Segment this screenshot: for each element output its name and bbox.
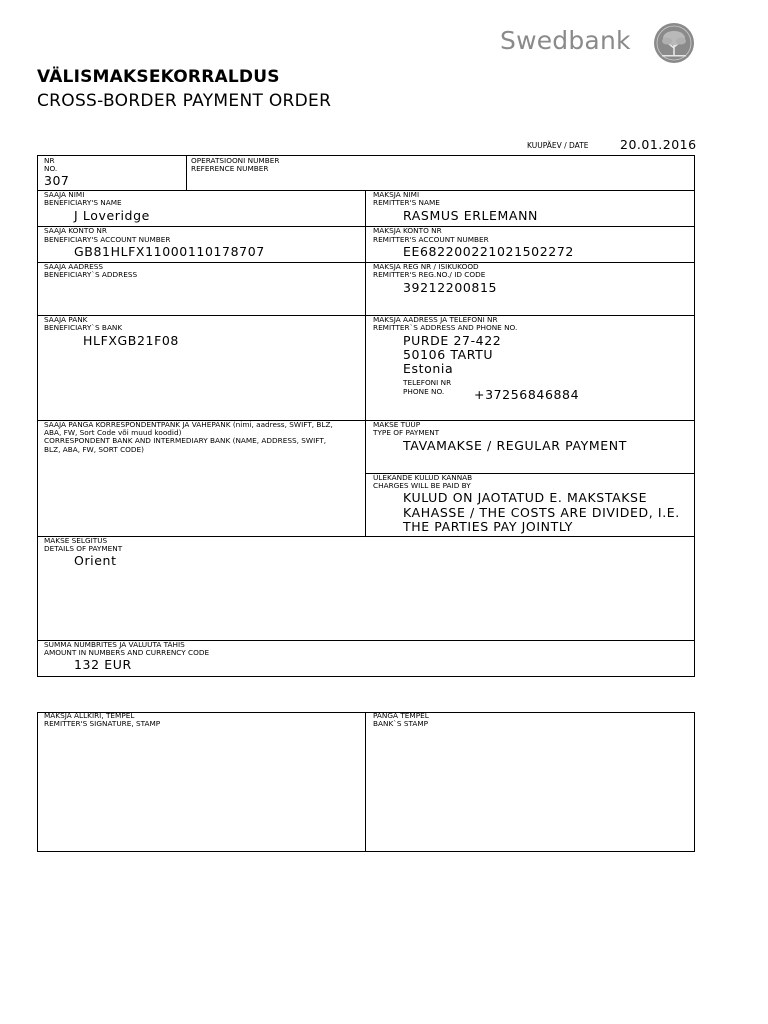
nr-label-et: NR xyxy=(44,156,55,165)
oak-tree-seal-icon xyxy=(653,22,695,64)
beneficiary-bank-value: HLFXGB21F08 xyxy=(83,333,179,348)
beneficiary-bank-label-en: BENEFICIARY`S BANK xyxy=(44,323,123,332)
date-label: KUUPÄEV / DATE xyxy=(527,141,589,150)
charges-line1: KULUD ON JAOTATUD E. MAKSTAKSE xyxy=(403,490,648,505)
operation-label-en: REFERENCE NUMBER xyxy=(191,164,269,173)
correspondent-bank-label-en-2: BLZ, ABA, FW, SORT CODE) xyxy=(44,445,144,454)
beneficiary-bank-label-et: SAAJA PANK xyxy=(44,315,88,324)
phone-label-en: PHONE NO. xyxy=(403,387,445,396)
date-value: 20.01.2016 xyxy=(620,137,697,152)
bank-stamp-label-en: BANK`S STAMP xyxy=(373,719,429,728)
phone-label-et: TELEFONI NR xyxy=(403,378,452,387)
remitter-name-label-en: REMITTER'S NAME xyxy=(373,198,440,207)
payment-form-box xyxy=(37,155,695,677)
amount-label-et: SUMMA NUMBRITES JA VALUUTA TÄHIS xyxy=(44,640,185,649)
beneficiary-account-label-et: SAAJA KONTO NR xyxy=(44,226,107,235)
remitter-account-value: EE682200221021502272 xyxy=(403,244,574,259)
phone-value: +37256846884 xyxy=(474,387,580,402)
nr-value: 307 xyxy=(44,173,70,188)
signature-box xyxy=(37,712,695,852)
remitter-id-label-en: REMITTER'S REG.NO./ ID CODE xyxy=(373,270,486,279)
correspondent-bank-label-et: SAAJA PANGA KORRESPONDENTPANK JA VAHEPANK (nimi, aadress, SWIFT, BLZ, xyxy=(44,420,333,429)
charges-label-en: CHARGES WILL BE PAID BY xyxy=(373,481,471,490)
details-label-et: MAKSE SELGITUS xyxy=(44,536,108,545)
brand-name: Swedbank xyxy=(500,26,631,55)
remitter-signature-label-en: REMITTER'S SIGNATURE, STAMP xyxy=(44,719,161,728)
bank-stamp-label-et: PANGA TEMPEL xyxy=(373,711,429,720)
remitter-account-label-et: MAKSJA KONTO NR xyxy=(373,226,442,235)
correspondent-bank-label-et-2: ABA, FW, Sort Code või muud koodid) xyxy=(44,428,182,437)
charges-label-et: ÜLEKANDE KULUD KANNAB xyxy=(373,473,473,482)
nr-label-en: NO. xyxy=(44,164,58,173)
charges-line3: THE PARTIES PAY JOINTLY xyxy=(403,519,573,534)
operation-label-et: OPERATSIOONI NUMBER xyxy=(191,156,280,165)
beneficiary-address-label-et: SAAJA AADRESS xyxy=(44,262,104,271)
remitter-address-label-en: REMITTER`S ADDRESS AND PHONE NO. xyxy=(373,323,518,332)
details-label-en: DETAILS OF PAYMENT xyxy=(44,544,123,553)
remitter-signature-label-et: MAKSJA ALLKIRI, TEMPEL xyxy=(44,711,135,720)
beneficiary-name-value: J Loveridge xyxy=(74,208,150,223)
beneficiary-account-label-en: BENEFICIARY'S ACCOUNT NUMBER xyxy=(44,235,171,244)
amount-value: 132 EUR xyxy=(74,657,132,672)
swedbank-logo xyxy=(500,22,700,64)
remitter-address-label-et: MAKSJA AADRESS JA TELEFONI NR xyxy=(373,315,498,324)
payment-type-value: TAVAMAKSE / REGULAR PAYMENT xyxy=(403,438,627,453)
remitter-address-line3: Estonia xyxy=(403,361,454,376)
correspondent-bank-label-en: CORRESPONDENT BANK AND INTERMEDIARY BANK (NAME, ADDRESS, SWIFT, xyxy=(44,436,327,445)
remitter-name-value: RASMUS ERLEMANN xyxy=(403,208,538,223)
payment-type-label-en: TYPE OF PAYMENT xyxy=(373,428,440,437)
beneficiary-address-label-en: BENEFICIARY`S ADDRESS xyxy=(44,270,138,279)
remitter-address-line1: PURDE 27-422 xyxy=(403,333,502,348)
remitter-id-label-et: MAKSJA REG NR / ISIKUKOOD xyxy=(373,262,479,271)
beneficiary-account-value: GB81HLFX11000110178707 xyxy=(74,244,265,259)
beneficiary-name-label-et: SAAJA NIMI xyxy=(44,190,85,199)
remitter-name-label-et: MAKSJA NIMI xyxy=(373,190,420,199)
page-title-en: CROSS-BORDER PAYMENT ORDER xyxy=(37,91,332,111)
remitter-account-label-en: REMITTER'S ACCOUNT NUMBER xyxy=(373,235,489,244)
details-value: Orient xyxy=(74,553,117,568)
amount-label-en: AMOUNT IN NUMBERS AND CURRENCY CODE xyxy=(44,648,210,657)
payment-type-label-et: MAKSE TÜÜP xyxy=(373,420,421,429)
page-title-et: VÄLISMAKSEKORRALDUS xyxy=(37,67,280,87)
remitter-id-value: 39212200815 xyxy=(403,280,498,295)
remitter-address-line2: 50106 TARTU xyxy=(403,347,494,362)
charges-line2: KAHASSE / THE COSTS ARE DIVIDED, I.E. xyxy=(403,505,680,520)
beneficiary-name-label-en: BENEFICIARY'S NAME xyxy=(44,198,122,207)
